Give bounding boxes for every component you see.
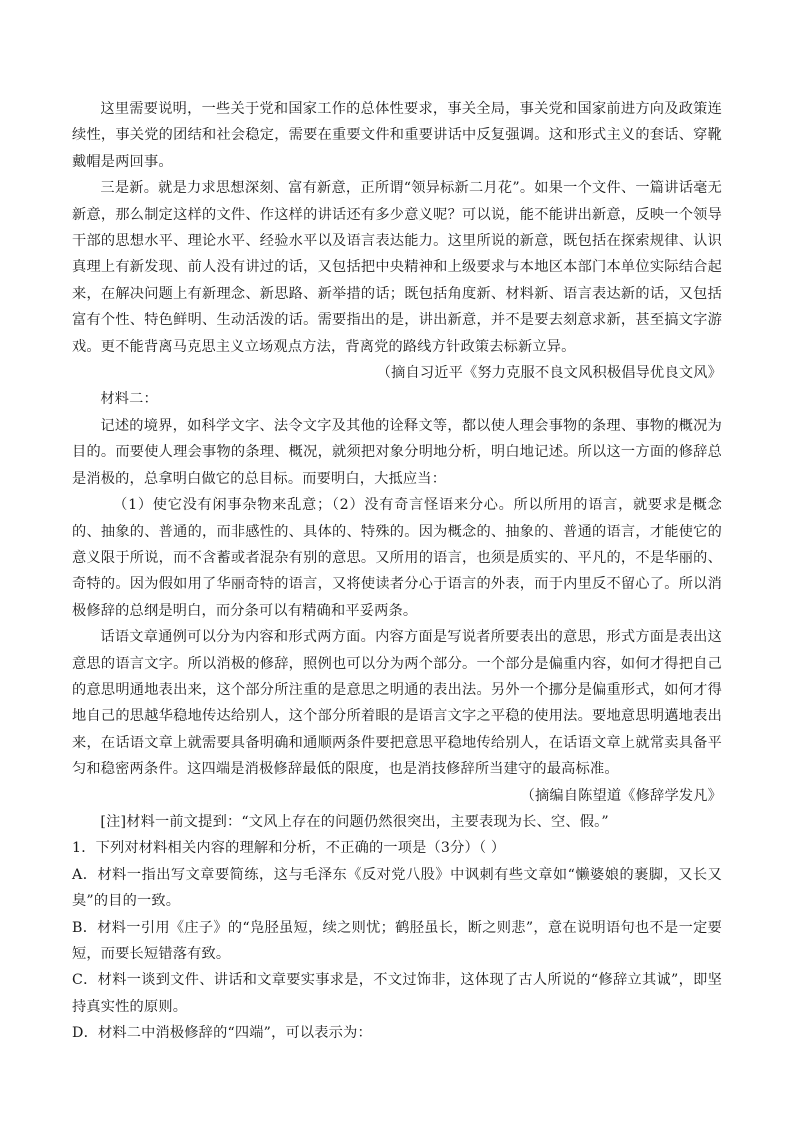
paragraph-summary: 这里需要说明，一些关于党和国家工作的总体性要求，事关全局，事关党和国家前进方向及政策连续性，事关党的团结和社会稳定，需要在重要文件和重要讲话中反复强调。这和形式主义的套话、穿靴戴帽是两回事。: [72, 101, 722, 170]
option-b: B．材料一引用《庄子》的“凫胫虽短，续之则忧；鹤胫虽长，断之则悲”，意在说明语句也不是一定要短，而要长短错落有致。: [72, 919, 722, 962]
paragraph-narration-realm: 记述的境界，如科学文字、法令文字及其他的诠释文等，都以使人理会事物的条理、事物的概况为目的。而要使人理会事物的条理、概况，就须把对象分明地分析，明白地记述。所以这一方面的修辞总是消极的，总拿明白做它的总目标。而要明白，大抵应当：: [72, 417, 722, 487]
question-1-stem: 1．下列对材料相关内容的理解和分析，不正确的一项是（3分）（ ）: [72, 840, 506, 857]
option-d: D．材料二中消极修辞的“四端”，可以表示为：: [72, 1025, 372, 1042]
source-citation-2: （摘编自陈望道《修辞学发凡》: [520, 787, 722, 804]
annotation-note: [注]材料一前文提到：“文风上存在的问题仍然很突出，主要表现为长、空、假。”: [100, 813, 609, 830]
material-two-label: 材料二：: [100, 391, 158, 408]
paragraph-conditions: （1）使它没有闲事杂物来乱意；（2）没有奇言怪语来分心。所以所用的语言，就要求是概念的、抽象的、普通的，而非感性的、具体的、特殊的。因为概念的、抽象的、普通的语言，才能使它的意义限于所说，而不含蓄或者混杂有别的意思。又所用的语言，也须是质实的、平凡的，不是华丽的、奇特的。因为假如用了华丽奇特的语言，又将使读者分心于语言的外表，而于内里反不留心了。所以消极修辞的总纲是明白，而分条可以有精确和平妥两条。: [72, 497, 722, 619]
option-a: A．材料一指出写文章要简练，这与毛泽东《反对党八股》中讽刺有些文章如“懒婆娘的裹脚，又长又臭”的目的一致。: [72, 866, 722, 910]
paragraph-point-three-new: 三是新。就是力求思想深刻、富有新意，正所谓“领异标新二月花”。如果一个文件、一篇讲话毫无新意，那么制定这样的文件、作这样的讲话还有多少意义呢？可以说，能不能讲出新意，反映一个领导干部的思想水平、理论水平、经验水平以及语言表达能力。这里所说的新意，既包括在探索规律、认识真理上有新发现、前人没有讲过的话，又包括把中央精神和上级要求与本地区本部门本单位实际结合起来，在解决问题上有新理念、新思路、新举措的话；既包括角度新、材料新、语言表达新的话，又包括富有个性、特色鲜明、生动活泼的话。需要指出的是，讲出新意，并不是要去刻意求新，甚至搞文字游戏。更不能背离马克思主义立场观点方法，背离党的路线方针政策去标新立异。: [72, 180, 722, 355]
source-citation-1: （摘自习近平《努力克服不良文风积极倡导优良文风》: [376, 365, 722, 382]
paragraph-content-form: 话语文章通例可以分为内容和形式两方面。内容方面是写说者所要表出的意思，形式方面是表出这意思的语言文字。所以消极的修辞，照例也可以分为两个部分。一个部分是偏重内容，如何才得把自己的意思明通地表出来，这个部分所注重的是意思之明通的表出法。另外一个挪分是偏重形式，如何才得地自己的思越华稳地传达给别人，这个部分所着眼的是语言文字之平稳的使用法。要地意思明邁地表出来，在话语文章上就需要具备明确和通顺两条件要把意思平稳地传给别人，在话语文章上就常卖具备平匀和稳密两条件。这四端是消极修辞最低的限度，也是消技修辞所当建守的最高标准。: [72, 629, 722, 778]
option-c: C．材料一谈到文件、讲话和文章要实事求是，不文过饰非，这体现了古人所说的“修辞立其诚”，即坚持真实性的原则。: [72, 972, 722, 1015]
document-page: [72, 96, 722, 1047]
